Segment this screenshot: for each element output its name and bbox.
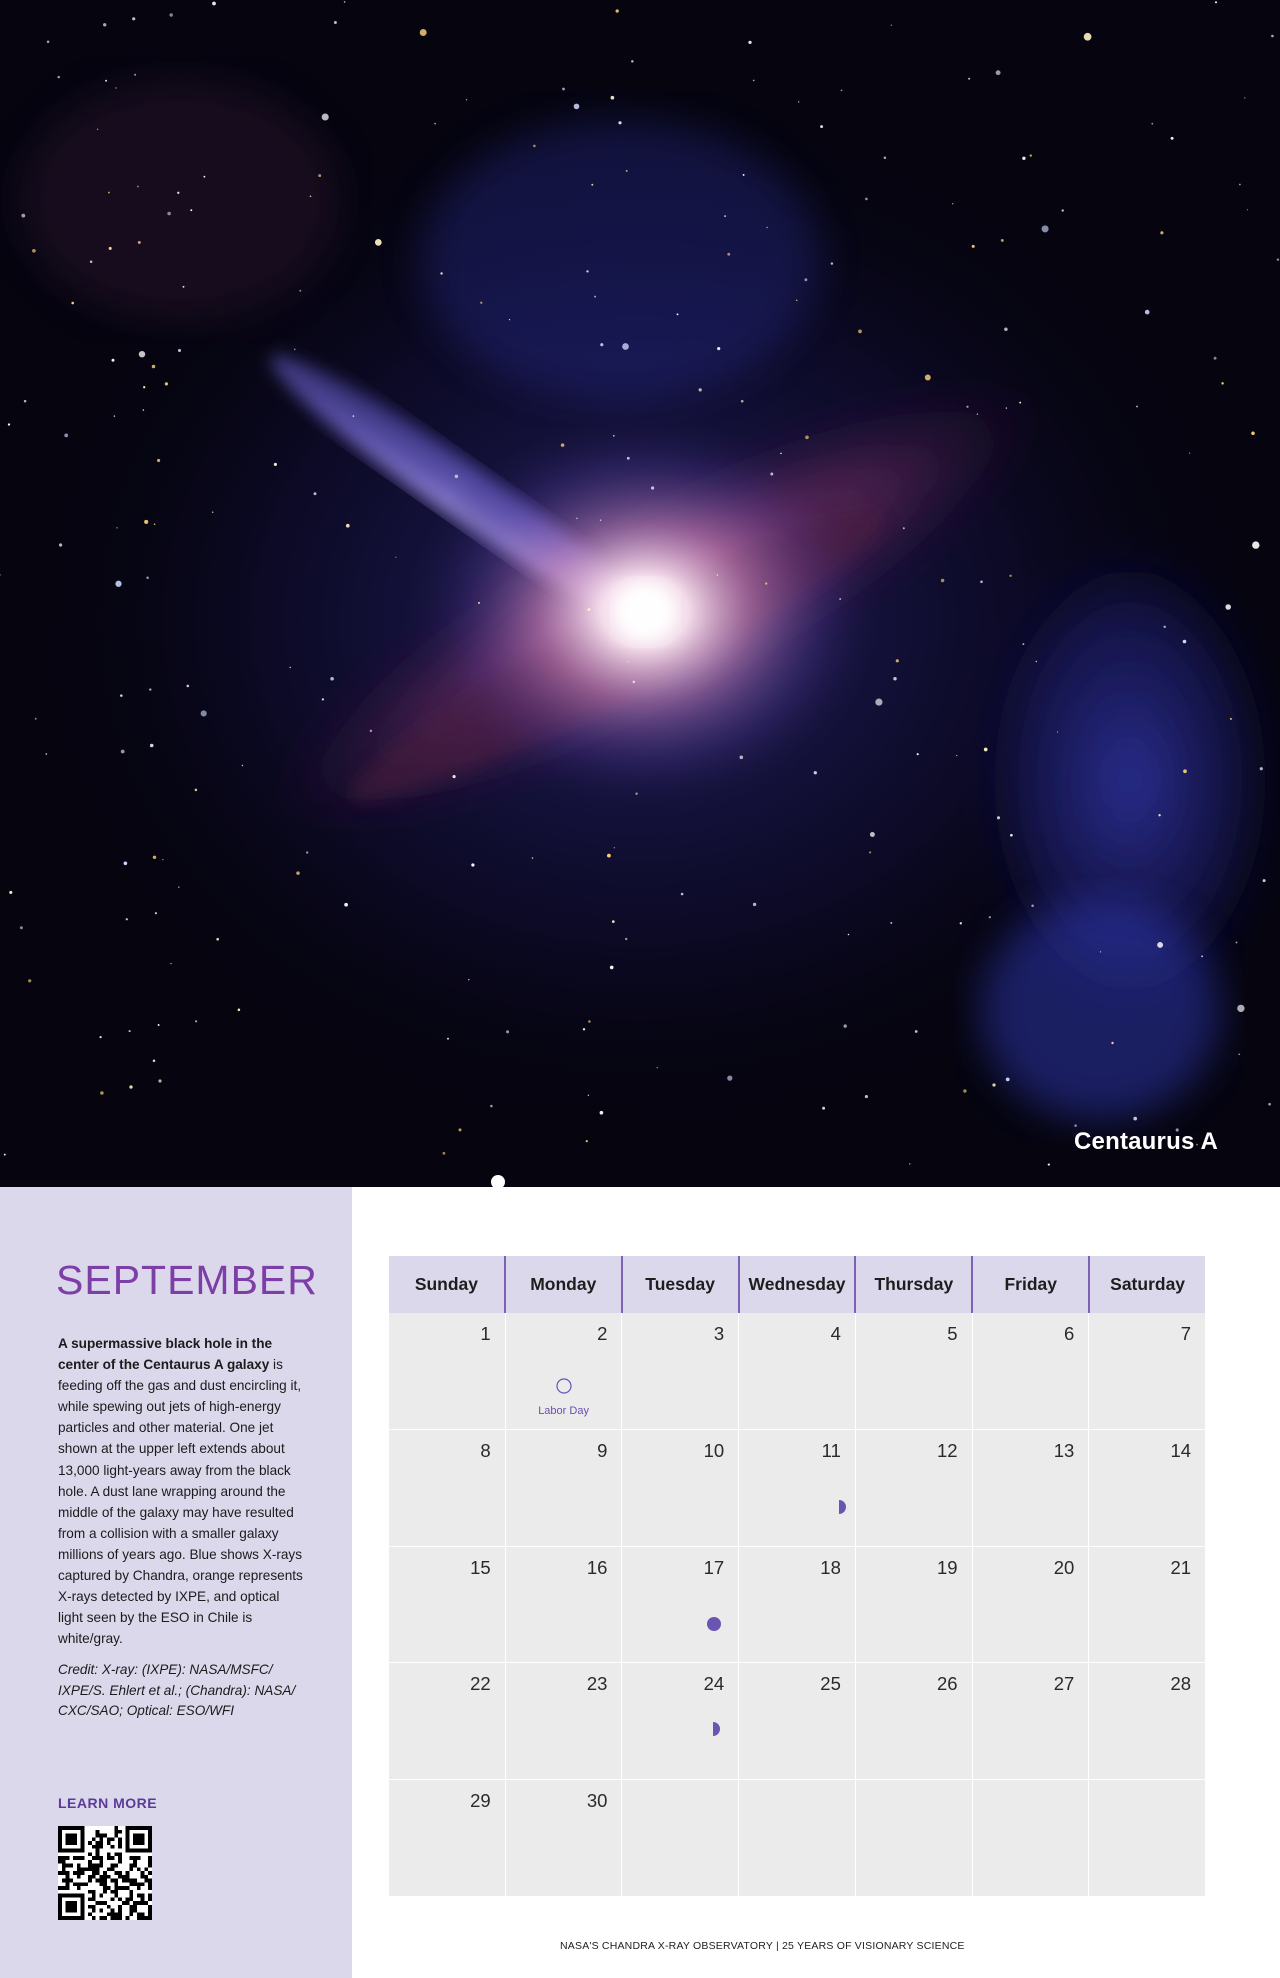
calendar-week <box>389 1780 1205 1897</box>
empty-day-cell <box>973 1780 1090 1897</box>
day-cell[interactable] <box>973 1663 1090 1780</box>
day-number: 16 <box>586 1556 608 1578</box>
day-number: 12 <box>937 1439 958 1461</box>
day-cell[interactable] <box>389 1780 506 1897</box>
learn-more-link[interactable]: LEARN MORE <box>58 1795 158 1811</box>
day-number: 20 <box>1053 1556 1075 1578</box>
day-number: 19 <box>937 1556 958 1578</box>
qr-code-icon[interactable] <box>58 1826 152 1920</box>
day-number: 5 <box>947 1323 958 1344</box>
day-number: 27 <box>1053 1673 1075 1695</box>
month-title: SEPTEMBER <box>56 1257 318 1303</box>
day-cell[interactable] <box>506 1430 623 1547</box>
day-number: 4 <box>830 1323 841 1344</box>
weekday-wednesday: Wednesday <box>738 1256 855 1313</box>
day-number: 1 <box>480 1323 491 1344</box>
day-cell[interactable] <box>856 1663 973 1780</box>
day-number: 2 <box>597 1323 608 1344</box>
weekday-saturday: Saturday <box>1088 1256 1205 1313</box>
empty-day-cell <box>622 1780 739 1897</box>
full-moon-icon <box>706 1616 722 1632</box>
day-number: 21 <box>1170 1556 1192 1578</box>
day-number: 29 <box>470 1790 491 1812</box>
day-cell[interactable] <box>1089 1547 1205 1664</box>
weekday-tuesday: Tuesday <box>621 1256 738 1313</box>
weekday-thursday: Thursday <box>854 1256 971 1313</box>
day-cell[interactable] <box>506 1313 623 1430</box>
description-body: is feeding off the gas and dust encircling it, while spewing out jets of high-energy particles and other material. One jet shown at the upper left extends about 13,000 light-years away from the black hole. A dust lane wrapping around the middle of the galaxy may have resulted from a collision with a smaller galaxy millions of years ago. Blue shows X-rays captured by Chandra, orange represents X-rays detected by IXPE, and optical light seen by the ESO in Chile is white/gray. <box>58 1357 303 1647</box>
image-credit: Credit: X-ray: (IXPE): NASA/MSFC/ IXPE/S. Ehlert et al.; (Chandra): NASA/ CXC/SAO; Optical: ESO/WFI <box>58 1662 296 1718</box>
day-cell[interactable] <box>622 1663 739 1780</box>
holiday-label: Labor Day <box>538 1405 589 1417</box>
day-number: 9 <box>597 1439 608 1461</box>
weekday-monday: Monday <box>504 1256 621 1313</box>
page-footer: NASA'S CHANDRA X-RAY OBSERVATORY | 25 YEARS OF VISIONARY SCIENCE <box>560 1940 965 1952</box>
day-cell[interactable] <box>856 1430 973 1547</box>
day-number: 23 <box>586 1673 608 1695</box>
day-number: 28 <box>1170 1673 1192 1695</box>
image-caption: Centaurus A <box>1074 1128 1218 1155</box>
day-cell[interactable] <box>506 1780 623 1897</box>
weekday-friday: Friday <box>971 1256 1088 1313</box>
new-moon-icon <box>556 1378 572 1394</box>
day-cell[interactable] <box>739 1547 856 1664</box>
calendar-week <box>389 1547 1205 1664</box>
day-number: 26 <box>937 1673 958 1695</box>
day-cell[interactable] <box>622 1547 739 1664</box>
calendar-week <box>389 1430 1205 1547</box>
day-number: 30 <box>586 1790 608 1812</box>
day-cell[interactable] <box>856 1547 973 1664</box>
first-quarter-moon-icon <box>831 1499 847 1515</box>
day-number: 7 <box>1180 1323 1192 1344</box>
description-lead: A supermassive black hole in the center of the Centaurus A galaxy <box>58 1336 273 1373</box>
day-number: 25 <box>820 1673 841 1695</box>
day-cell[interactable] <box>973 1547 1090 1664</box>
calendar-week <box>389 1663 1205 1780</box>
day-number: 10 <box>703 1439 725 1461</box>
day-number: 14 <box>1170 1439 1192 1461</box>
day-number: 13 <box>1053 1439 1075 1461</box>
day-cell[interactable] <box>739 1313 856 1430</box>
day-number: 17 <box>703 1556 725 1578</box>
last-quarter-moon-icon <box>705 1721 721 1737</box>
day-number: 6 <box>1064 1323 1075 1344</box>
day-cell[interactable] <box>739 1663 856 1780</box>
day-cell[interactable] <box>739 1430 856 1547</box>
day-cell[interactable] <box>973 1313 1090 1430</box>
day-cell[interactable] <box>389 1430 506 1547</box>
day-cell[interactable] <box>1089 1663 1205 1780</box>
calendar-weeks <box>389 1313 1205 1897</box>
day-number: 11 <box>821 1439 841 1461</box>
day-cell[interactable] <box>973 1430 1090 1547</box>
day-cell[interactable] <box>389 1313 506 1430</box>
empty-day-cell <box>1089 1780 1205 1897</box>
day-cell[interactable] <box>622 1430 739 1547</box>
day-number: 8 <box>480 1439 491 1461</box>
image-description <box>58 1333 304 1649</box>
day-number: 22 <box>470 1673 491 1695</box>
day-cell[interactable] <box>1089 1430 1205 1547</box>
day-cell[interactable] <box>389 1663 506 1780</box>
empty-day-cell <box>856 1780 973 1897</box>
day-number: 3 <box>713 1323 725 1344</box>
weekday-sunday: Sunday <box>389 1256 504 1313</box>
day-number: 24 <box>703 1673 725 1695</box>
day-number: 15 <box>470 1556 491 1578</box>
day-cell[interactable] <box>622 1313 739 1430</box>
day-cell[interactable] <box>506 1547 623 1664</box>
calendar-week <box>389 1313 1205 1430</box>
day-cell[interactable] <box>506 1663 623 1780</box>
calendar-grid <box>389 1256 1205 1897</box>
day-number: 18 <box>820 1556 841 1578</box>
day-cell[interactable] <box>856 1313 973 1430</box>
empty-day-cell <box>739 1780 856 1897</box>
weekday-header <box>389 1256 1205 1313</box>
day-cell[interactable] <box>1089 1313 1205 1430</box>
day-cell[interactable] <box>389 1547 506 1664</box>
